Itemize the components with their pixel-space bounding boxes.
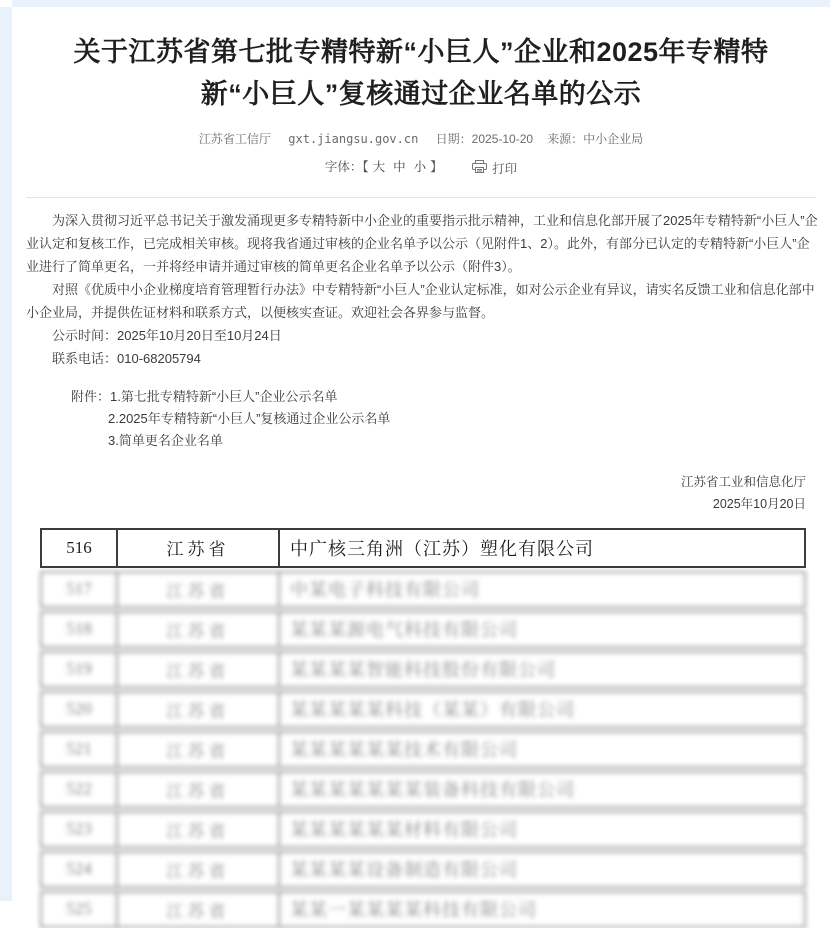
meta-date: 日期：2025-10-20 [435, 132, 534, 146]
attachment-line [26, 430, 818, 452]
article-meta [12, 130, 830, 147]
cell-province: 江苏省 [116, 530, 278, 566]
page-title: 关于江苏省第七批专精特新“小巨人”企业和2025年专精特新“小巨人”复核通过企业名单的公示 [73, 37, 769, 109]
cell-serial-number: 525 [66, 899, 92, 919]
print-label: 打印 [492, 161, 518, 176]
meta-site-url: gxt.jiangsu.gov.cn [288, 132, 419, 146]
table-row [40, 611, 806, 648]
cell-company-name: 某某某某设备制造有限公司 [278, 853, 804, 886]
table-row-highlighted [40, 528, 806, 568]
cell-company-name: 中某电子科技有限公司 [278, 573, 804, 606]
cell-serial-number: 518 [66, 619, 92, 639]
cell-serial-number: 519 [66, 659, 92, 679]
article-body [12, 198, 830, 515]
cell-serial-number: 523 [66, 819, 92, 839]
body-paragraph: 为深入贯彻习近平总书记关于激发涌现更多专精特新中小企业的重要指示批示精神，工业和信息化部开展了2025年专精特新“小巨人”企业认定和复核工作，已完成相关审核。现将我省通过审核的企业名单予以公示（见附件1、2）。此外，有部分已认定的专精特新“小巨人”企业进行了简单更名，一并将经申请并通过审核的简单更名企业名单予以公示（附件3）。 [26, 212, 818, 274]
signature-org: 江苏省工业和信息化厅 [680, 474, 806, 489]
font-size-small-button[interactable]: 小 [413, 160, 427, 174]
cell-company-name: 某某某某某某某装备科技有限公司 [278, 773, 804, 806]
table-row [40, 891, 806, 928]
table-row [40, 651, 806, 688]
attachments-block [26, 386, 818, 452]
cell-serial-number: 520 [66, 699, 92, 719]
meta-source: 来源：中小企业局 [547, 132, 644, 146]
signature-block [26, 471, 818, 515]
cell-company-name: 某某某某某某技术有限公司 [278, 733, 804, 766]
cell-province: 江苏省 [116, 853, 278, 886]
font-size-label: 字体：【 [324, 160, 369, 174]
font-size-bracket: 】 [430, 160, 443, 174]
cell-company-name: 某某某某某科技（某某）有限公司 [278, 693, 804, 726]
table-row [40, 731, 806, 768]
cell-serial-number: 524 [66, 859, 92, 879]
page-top-strip [12, 0, 830, 7]
table-row [40, 771, 806, 808]
cell-province: 江苏省 [116, 893, 278, 926]
cell-company-name: 中广核三角洲（江苏）塑化有限公司 [278, 530, 804, 566]
cell-company-name: 某某一某某某某科技有限公司 [278, 893, 804, 926]
cell-serial-number: 521 [66, 739, 92, 759]
font-toolbar [12, 157, 830, 177]
table-row [40, 691, 806, 728]
signature-date: 2025年10月20日 [712, 496, 806, 511]
cell-province: 江苏省 [116, 573, 278, 606]
contact-phone-line: 联系电话：010-68205794 [52, 350, 201, 366]
cell-province: 江苏省 [116, 813, 278, 846]
cell-province: 江苏省 [116, 613, 278, 646]
attachment-link-2[interactable]: 2.2025年专精特新“小巨人”复核通过企业公示名单 [108, 410, 391, 426]
attachment-line [26, 386, 818, 408]
cell-serial-number: 517 [66, 579, 92, 599]
font-size-medium-button[interactable]: 中 [393, 160, 406, 174]
cell-province: 江苏省 [116, 773, 278, 806]
table-row [40, 851, 806, 888]
cell-province: 江苏省 [116, 653, 278, 686]
cell-company-name: 某某某某智能科技股份有限公司 [278, 653, 804, 686]
cell-company-name: 某某某某某某材料有限公司 [278, 813, 804, 846]
page-left-strip [0, 7, 12, 901]
printer-icon [472, 160, 487, 176]
cell-province: 江苏省 [116, 693, 278, 726]
blurred-rows [40, 571, 806, 928]
font-size-large-button[interactable]: 大 [372, 160, 386, 174]
table-row [40, 811, 806, 848]
print-button[interactable] [472, 159, 517, 177]
attachment-link-3[interactable]: 3.简单更名企业名单 [108, 432, 223, 448]
enterprise-table [40, 528, 806, 928]
document-page [12, 7, 830, 921]
attachments-label: 附件： [71, 388, 111, 404]
meta-department: 江苏省工信厅 [198, 132, 271, 146]
attachment-line [26, 408, 818, 430]
cell-serial-number: 522 [66, 779, 92, 799]
table-row [40, 571, 806, 608]
body-paragraph: 对照《优质中小企业梯度培育管理暂行办法》中专精特新“小巨人”企业认定标准，如对公示企业有异议，请实名反馈工业和信息化部中小企业局，并提供佐证材料和联系方式，以便核实查证。欢迎社会各界参与监督。 [26, 281, 815, 320]
cell-province: 江苏省 [116, 733, 278, 766]
attachment-link-1[interactable]: 1.第七批专精特新“小巨人”企业公示名单 [110, 388, 338, 404]
cell-company-name: 某某某源电气科技有限公司 [278, 613, 804, 646]
publicity-period-line: 公示时间：2025年10月20日至10月24日 [52, 327, 282, 343]
cell-serial-number: 516 [66, 537, 92, 557]
